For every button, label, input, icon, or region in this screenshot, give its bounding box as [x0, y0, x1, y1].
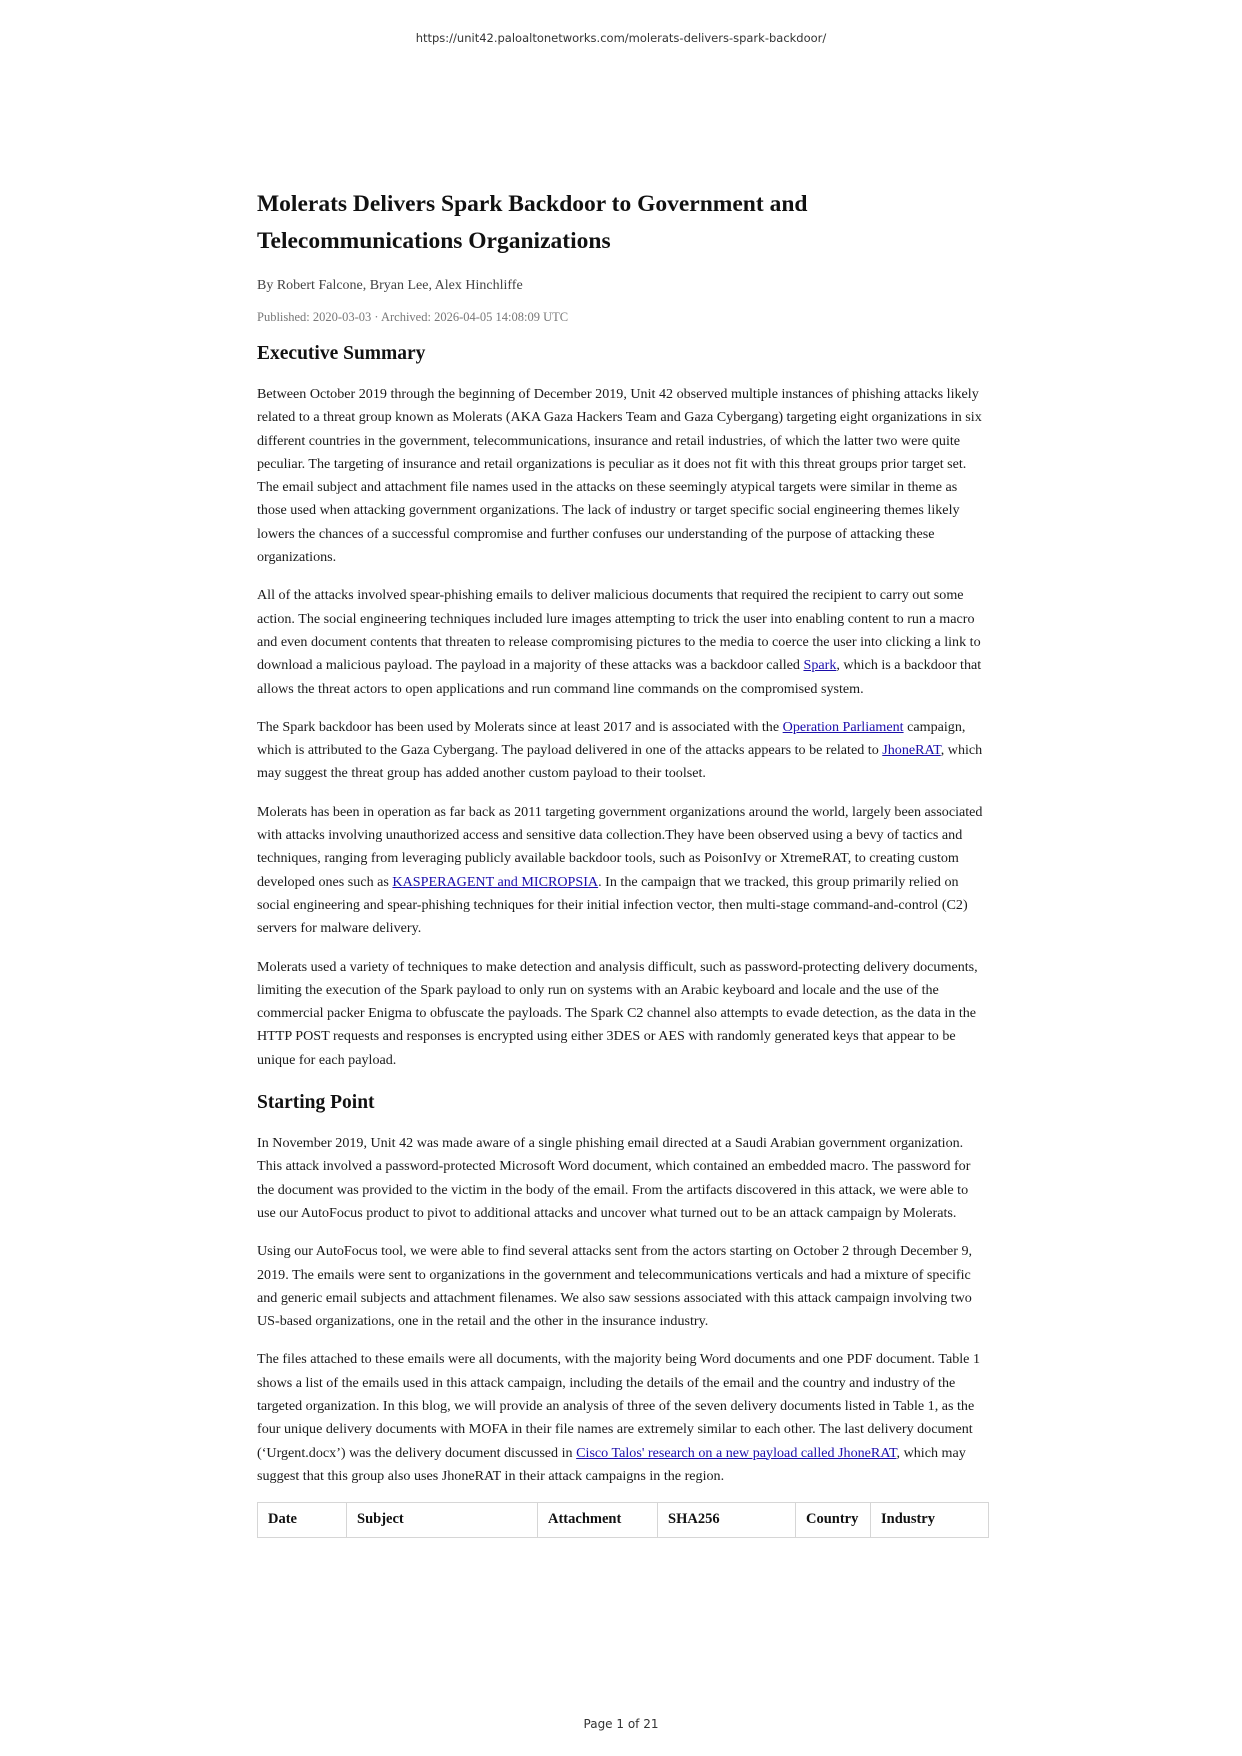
paragraph: [257, 716, 989, 786]
table-header-sha256: SHA256: [658, 1503, 796, 1538]
paragraph: Between October 2019 through the beginning of December 2019, Unit 42 observed multiple instances of phishing attacks likely related to a threat group known as Molerats (AKA Gaza Hackers Team and Gaza Cybergang) targeting eight organizations in six different countries in the government, telecommunications, insurance and retail industries, of which the latter two were quite peculiar. The targeting of insurance and retail organizations is peculiar as it does not fit with this threat groups prior target set. The email subject and attachment file names used in the attacks on these seemingly atypical targets were similar in theme as those used when attacking government organizations. The lack of industry or target specific social engineering themes likely lowers the chances of a successful compromise and further confuses our understanding of the purpose of attacking these organizations.: [257, 386, 982, 566]
table-header-date: Date: [258, 1503, 347, 1538]
heading-executive-summary: Executive Summary: [257, 343, 426, 364]
link-jhonerat[interactable]: JhoneRAT: [882, 742, 941, 759]
article-meta: Published: 2020-03-03 · Archived: 2026-04-05 14:08:09 UTC: [257, 310, 569, 324]
paragraph: In November 2019, Unit 42 was made aware of a single phishing email directed at a Saudi Arabian government organization. This attack involved a password-protected Microsoft Word document, which contained an embedded macro. The password for the document was provided to the victim in the body of the email. From the artifacts discovered in this attack, we were able to use our AutoFocus product to pivot to additional attacks and uncover what turned out to be an attack campaign by Molerats.: [257, 1135, 971, 1221]
table-header-country: Country: [796, 1503, 871, 1538]
emails-table: [257, 1502, 989, 1538]
heading-starting-point: Starting Point: [257, 1092, 375, 1114]
table-header-industry: Industry: [871, 1503, 989, 1538]
table-header-subject: Subject: [347, 1503, 538, 1538]
paragraph-text: , which may suggest that this group also uses JhoneRAT in their attack campaigns in the region.: [257, 1444, 966, 1484]
table-header-attachment: Attachment: [538, 1503, 658, 1538]
paragraph-text: , which is a backdoor that allows the threat actors to open applications and run command line commands on the compromised system.: [257, 657, 982, 697]
article-title: Molerats Delivers Spark Backdoor to Government and Telecommunications Organizations: [257, 191, 808, 254]
article-byline: By Robert Falcone, Bryan Lee, Alex Hinchliffe: [257, 278, 523, 293]
paragraph-text: , which may suggest the threat group has added another custom payload to their toolset.: [257, 742, 983, 782]
link-spark[interactable]: Spark: [803, 657, 837, 674]
paragraph: Using our AutoFocus tool, we were able to find several attacks sent from the actors starting on October 2 through December 9, 2019. The emails were sent to organizations in the government and telecommunications verticals and had a mixture of specific and generic email subjects and attachment filenames. We also saw sessions associated with this attack campaign involving two US-based organizations, one in the retail and the other in the insurance industry.: [257, 1243, 973, 1330]
link-kasperagent-micropsia[interactable]: KASPERAGENT and MICROPSIA: [392, 873, 599, 890]
link-operation-parliament[interactable]: Operation Parliament: [782, 718, 904, 735]
page-url: https://unit42.paloaltonetworks.com/molerats-delivers-spark-backdoor/: [415, 31, 827, 45]
link-cisco-talos-jhonerat[interactable]: Cisco Talos' research on a new payload called JhoneRAT: [576, 1444, 897, 1461]
page-number: Page 1 of 21: [583, 1717, 659, 1731]
table-header-row: [258, 1503, 989, 1538]
paragraph-text: All of the attacks involved spear-phishing emails to deliver malicious documents that required the recipient to carry out some action. The social engineering techniques included lure images attempting to trick the user into enabling content to run a macro and even document contents that threaten to release compromising pictures to the media to coerce the user into clicking a link to download a malicious payload. The payload in a majority of these attacks was a backdoor called: [257, 587, 981, 674]
paragraph: [257, 584, 989, 700]
paragraph-text: The Spark backdoor has been used by Molerats since at least 2017 and is associated with the: [257, 718, 783, 735]
paragraph-text: Molerats has been in operation as far back as 2011 targeting government organizations around the world, largely been associated with attacks involving unauthorized access and sensitive data collection.They have been observed using a bevy of tactics and techniques, ranging from leveraging publicly available backdoor tools, such as PoisonIvy or XtremeRAT, to creating custom developed ones such as: [257, 803, 983, 890]
article: [257, 186, 989, 1538]
paragraph-text: campaign, which is attributed to the Gaza Cybergang. The payload delivered in one of the attacks appears to be related to: [257, 718, 966, 759]
paragraph-text: . In the campaign that we tracked, this group primarily relied on social engineering and spear-phishing techniques for their initial infection vector, then multi-stage command-and-control (C2) servers for malware delivery.: [257, 873, 968, 937]
paragraph: [257, 801, 989, 941]
paragraph: [257, 1348, 989, 1488]
paragraph-text: The files attached to these emails were all documents, with the majority being Word documents and one PDF document. Table 1 shows a list of the emails used in this attack campaign, including the details of the email and the country and industry of the targeted organization. In this blog, we will provide an analysis of three of the seven delivery documents listed in Table 1, as the four unique delivery documents with MOFA in their file names are extremely similar to each other. The last delivery document (‘Urgent.docx’) was the delivery document discussed in: [257, 1351, 981, 1461]
paragraph: Molerats used a variety of techniques to make detection and analysis difficult, such as password-protecting delivery documents, limiting the execution of the Spark payload to only run on systems with an Arabic keyboard and locale and the use of the commercial packer Enigma to obfuscate the payloads. The Spark C2 channel also attempts to evade detection, as the data in the HTTP POST requests and responses is encrypted using either 3DES or AES with randomly generated keys that appear to be unique for each payload.: [257, 958, 978, 1068]
